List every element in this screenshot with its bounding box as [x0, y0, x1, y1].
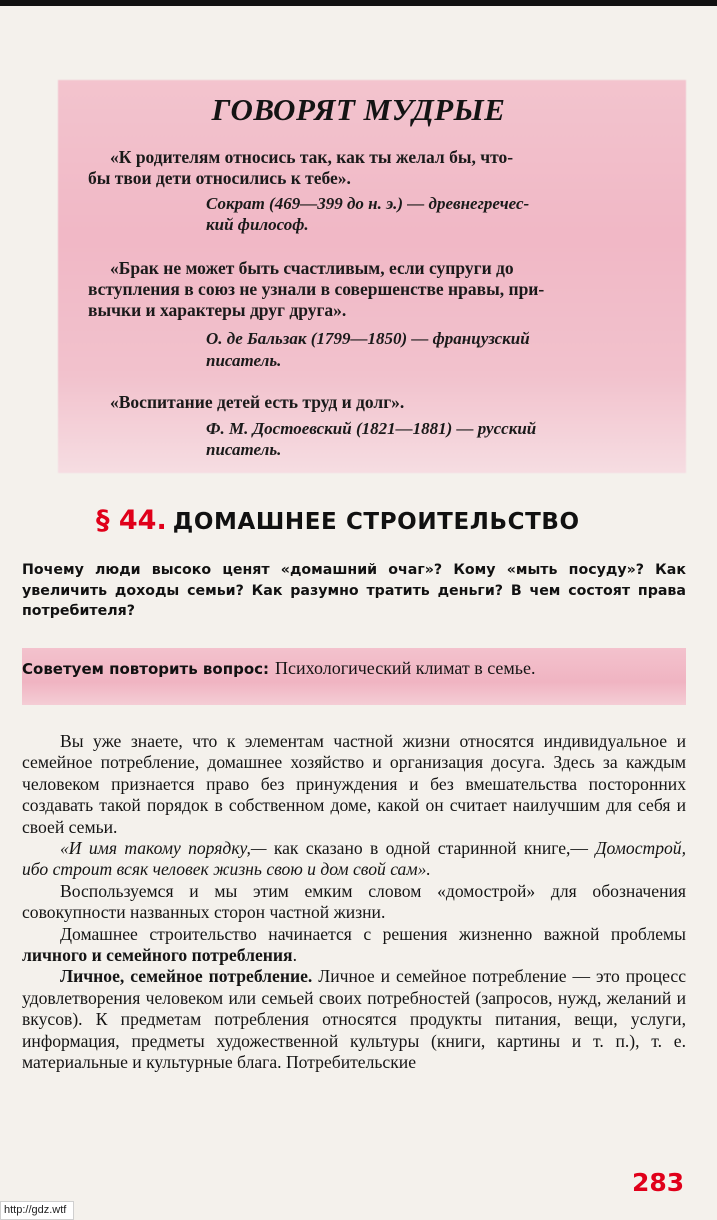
quote-2-line-3: вычки и характеры друг друга».	[88, 300, 347, 320]
paragraph-2-quote-end: Домострой, ибо строит всяк человек жизнь свою и дом свой сам».	[22, 838, 686, 880]
advice-label: Советуем повторить вопрос:	[22, 660, 270, 678]
section-title: ДОМАШНЕЕ СТРОИТЕЛЬСТВО	[172, 509, 580, 535]
paragraph-3: Воспользуемся и мы этим емким словом «домострой» для обозначения совокупности названных сторон частной жизни.	[22, 880, 686, 923]
paragraph-1: Вы уже знаете, что к элементам частной жизни относятся индивидуальное и семейное потребление, домашнее хозяйство и организация досуга. Здесь за каждым человеком признается право без принуждения и без вмешательства посторонних создавать такой порядок в собственном доме, какой он считает наилучшим для себя и своей семьи.	[22, 731, 686, 837]
quote-1-line-1: «К родителям относись так, как ты желал бы, что-	[110, 147, 514, 167]
paragraph-4	[22, 924, 686, 967]
paragraph-2	[22, 838, 686, 881]
quote-2-line-1: «Брак не может быть счастливым, если супруги до	[110, 258, 514, 278]
quote-1-author-line-1: Сократ (469—399 до н. э.) — древнегречес-	[206, 194, 530, 213]
paragraph-5-bold: Личное, семейное потребление.	[60, 966, 313, 987]
paragraph-2-mid: как сказано в одной старинной книге,—	[266, 838, 596, 859]
main-text	[22, 731, 686, 1074]
quote-2-author-line-2: писатель.	[206, 351, 282, 370]
section-number: § 44.	[96, 505, 167, 536]
paragraph-2-quote-start: «И имя такому порядку,—	[60, 838, 267, 859]
quote-2-author-line-1: О. де Бальзак (1799—1850) — французский	[206, 329, 530, 348]
advice-text: Психологический климат в семье.	[275, 658, 536, 678]
page-top-edge	[0, 0, 717, 6]
paragraph-4-end: .	[292, 945, 297, 966]
paragraph-4-bold: личного и семейного потребления	[22, 945, 293, 966]
quote-1-line-2: бы твои дети относились к тебе».	[88, 168, 351, 188]
section-heading	[96, 505, 580, 536]
paragraph-4-start: Домашнее строительство начинается с решения жизненно важной проблемы	[60, 923, 686, 944]
advice-block	[22, 657, 662, 680]
quote-2-line-2: вступления в союз не узнали в совершенстве нравы, при-	[88, 279, 545, 299]
paragraph-5	[22, 966, 686, 1073]
quote-3-author-line-1: Ф. М. Достоевский (1821—1881) — русский	[206, 419, 537, 438]
page-number: 283	[632, 1168, 685, 1197]
section-questions: Почему люди высоко ценят «домашний очаг»? Кому «мыть посуду»? Как увеличить доходы семьи? Как разумно тратить деньги? В чем состоят права потребителя?	[22, 562, 686, 619]
watermark-link[interactable]: http://gdz.wtf	[0, 1201, 74, 1220]
paragraph-5-text: Личное и семейное потребление — это процесс удовлетворения человеком или семьей своих потребностей (запросов, нужд, желаний и вкусов). К предметам потребления относятся продукты питания, вещи, услуги, информация, предметы художественной культуры (книги, картины и т. п.), т. е. материальные и культурные блага. Потребительские	[22, 966, 686, 1073]
quote-1-author-line-2: кий философ.	[206, 215, 309, 234]
quote-3-author-line-2: писатель.	[206, 440, 282, 459]
quotes-title: ГОВОРЯТ МУДРЫЕ	[211, 92, 506, 127]
quote-3-line-1: «Воспитание детей есть труд и долг».	[110, 392, 405, 412]
